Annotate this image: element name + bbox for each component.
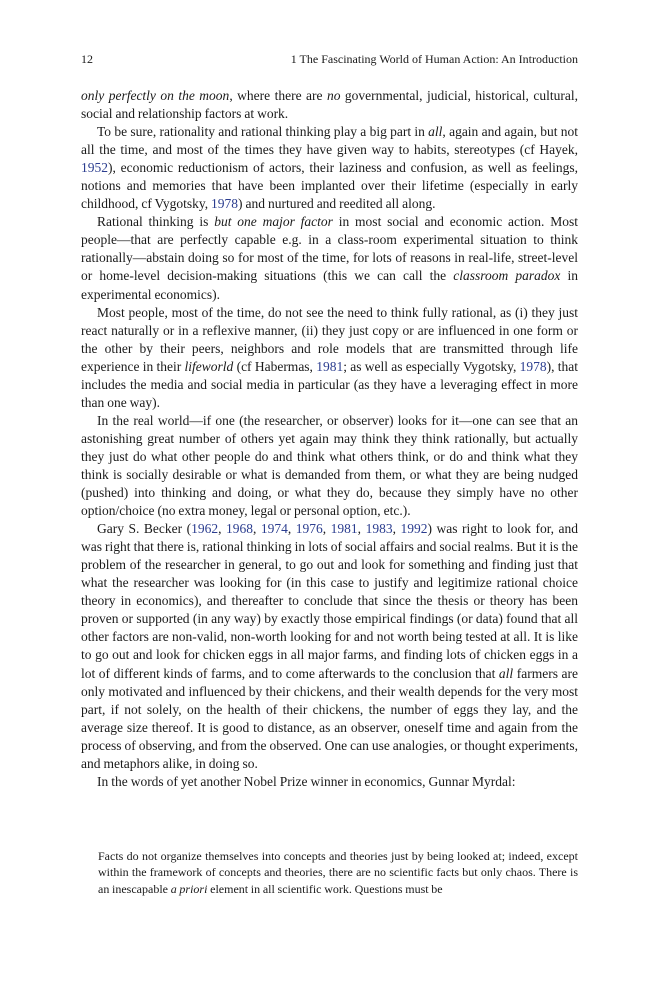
citation-link[interactable]: 1968: [226, 521, 253, 537]
emphasis: but one major factor: [214, 214, 333, 230]
text-run: In the words of yet another Nobel Prize winner in economics, Gunnar Myrdal:: [97, 773, 516, 789]
text-run: Gary S. Becker (: [97, 521, 192, 537]
paragraph-3: [81, 213, 578, 303]
text-run: Facts do not organize themselves into concepts and theories just by being looked at; indeed, except within the framework of concepts and theories, there are no scientific facts but only chaos. There is an inescapable: [98, 849, 578, 896]
text-run: ,: [253, 521, 261, 537]
emphasis: all: [498, 665, 514, 681]
paragraph-5: [81, 412, 578, 520]
citation-link[interactable]: 1981: [330, 521, 358, 537]
text-run: ), that includes the media and social media in particular (as they have a leveraging effect in more than one way).: [81, 358, 579, 410]
text-run: ,: [357, 521, 366, 537]
citation-link[interactable]: 1976: [295, 521, 323, 537]
paragraph-7: [81, 773, 578, 791]
citation-link[interactable]: 1952: [81, 160, 108, 176]
text-run: farmers are only motivated and influenced by their chickens, and their wealth depends for the very most part, if not solely, on the health of their chickens, the number of eggs they lay, and the average size thereof. It is good to distance, as an observer, oneself time and again from the process of observing, and from the observed. One can use analogies, or thought experiments, and metaphors alike, in doing so.: [81, 665, 578, 771]
citation-link[interactable]: 1978: [211, 196, 239, 212]
text-run: ) was right to look for, and was right that there is, rational thinking in lots of social affairs and social realms. But it is the problem of the researcher in general, to go out and look for something and finding just that what the researcher was looking for (in this case to justify and legitimize rational choice theory in economics), and thereafter to conclude that since the thesis or theory has been proven or supported (in any way) by exactly those empirical findings (or data) found that all other factors are non-valid, non-worth looking for and not worth being tested at all. It is like to go out and look for chicken eggs in all major farms, and finding lots of chicken eggs in a lot of different kinds of farms, and to come afterwards to the conclusion that: [81, 521, 579, 681]
emphasis: a priori: [170, 881, 208, 896]
text-run: ) and nurtured and reedited all along.: [238, 196, 436, 212]
quote-paragraph: [98, 848, 578, 897]
citation-link[interactable]: 1978: [519, 358, 547, 374]
paragraph-1: [81, 87, 578, 123]
text-run: ,: [322, 521, 331, 537]
body-text: [81, 87, 578, 791]
text-run: To be sure, rationality and rational thinking play a big part in: [97, 124, 429, 140]
citation-link[interactable]: 1974: [260, 521, 288, 537]
text-run: in most social and economic action. Most people—that are perfectly capable e.g. in a class-room experimental situation to think rationally—abstain doing so for most of the time, for lots of reasons in real-life, street-level or home-level decision-making situations (this we can call the: [81, 214, 578, 284]
chapter-title: 1 The Fascinating World of Human Action: An Introduction: [290, 52, 578, 66]
text-run: governmental, judicial, historical, cultural, social and relationship factors at work.: [81, 88, 578, 122]
emphasis: lifeworld: [184, 358, 234, 374]
text-run: ,: [218, 521, 226, 537]
text-run: In the real world—if one (the researcher, or observer) looks for it—one can see that an astonishing great number of others yet again may think they think rationally, but actually they just do what other people do and think what others think, or do and think what they think is socially desirable or what is demanded from them, or what they are being nudged (pushed) into thinking and doing, or what they do, because they simply have no other option/choice (no extra money, legal or personal option, etc.).: [81, 412, 578, 519]
text-run: ,: [287, 521, 296, 537]
block-quote: [98, 848, 578, 897]
citation-link[interactable]: 1962: [191, 521, 219, 537]
text-run: , where there are: [229, 88, 327, 103]
paragraph-4: [81, 304, 578, 412]
text-run: in experimental economics).: [81, 268, 578, 302]
emphasis: classroom paradox: [453, 268, 561, 284]
citation-link[interactable]: 1981: [316, 358, 344, 374]
paragraph-6: [81, 520, 578, 773]
text-run: ; as well as especially Vygotsky,: [343, 358, 520, 374]
text-run: Rational thinking is: [97, 214, 215, 230]
emphasis: only perfectly on the moon: [81, 88, 230, 103]
text-run: , again and again, but not all the time, and most of the times they have given way to habits, stereotypes (cf Hayek,: [81, 124, 579, 158]
citation-link[interactable]: 1983: [365, 521, 393, 537]
page-number: 12: [81, 52, 93, 66]
emphasis: no: [326, 88, 341, 103]
text-run: (cf Habermas,: [233, 358, 317, 374]
text-run: element in all scientific work. Questions must be: [207, 881, 443, 896]
text-run: ), economic reductionism of actors, their laziness and confusion, as well as feelings, notions and memories that have been implanted over their lifetime (especially in early childhood, cf Vygotsky,: [81, 160, 578, 212]
text-run: ,: [392, 521, 401, 537]
text-run: Most people, most of the time, do not see the need to think fully rational, as (i) they just react naturally or in a reflexive manner, (ii) they just copy or are influenced in one form or the other by their peers, neighbors and role models that are transmitted through life experience in their: [81, 304, 578, 374]
citation-link[interactable]: 1992: [400, 521, 428, 537]
emphasis: all: [428, 124, 443, 140]
paragraph-2: [81, 123, 578, 213]
